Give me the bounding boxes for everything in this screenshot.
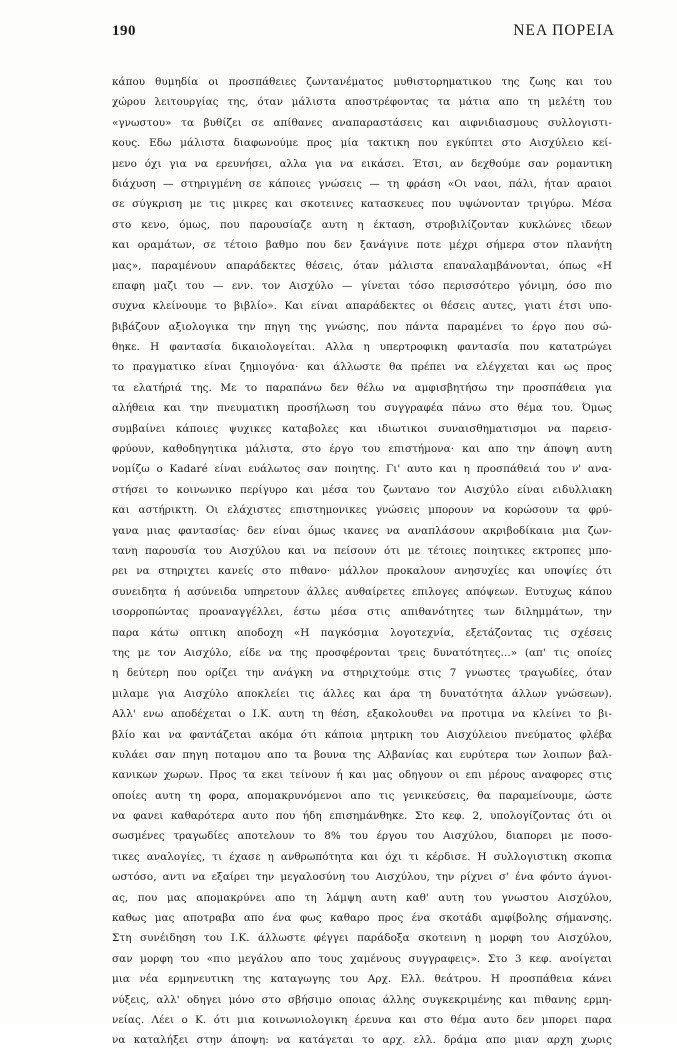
- body-text: [112, 72, 612, 1051]
- text-line: Αλλ' ενω αποδέχεται ο Ι.Κ. αυτη τη θέση, εξακολουθει να προτιμα να κλείνει το βι-: [112, 708, 612, 721]
- text-line: και οραμάτων, σε τέτοιο βαθμο που δεν ξανάγινε ποτε μέχρι σήμερα στον πλανήτη: [112, 239, 612, 252]
- text-line: βλίο και να φαντάζεται ακόμα ότι κάποια μητρικη του Αισχύλειου πνεύματος φλέβα: [112, 728, 612, 741]
- text-line: τανη παρουσία του Αισχύλου και να πείσουν ότι με τέτοιες ποιητικες εκτροπες μπο-: [112, 544, 612, 557]
- text-line: συχνα κλείνουμε το βιβλίο». Και είναι απαράδεκτες οι θέσεις αυτες, γιατι έτσι υπο-: [112, 300, 612, 313]
- text-line: κυλάει σαν πηγη ποταμου απο τα βουνα της Αλβανίας και ευρύτερα των λοιπων βαλ-: [112, 748, 612, 761]
- text-line: κάπου θυμηδία οι προσπάθειες ζωντανέματος μυθιστορηματικου της ζωης και του: [112, 76, 612, 88]
- text-line: καθως μας αποτραβα απο ένα φως καθαρο προς ένα σκοτάδι αμφίβολης σήμανσης.: [112, 912, 612, 925]
- text-line: ισορροπώντας προαναγγέλλει, έστω μέσα στις απιθανότητες των διλημμάτων, την: [112, 606, 612, 619]
- text-line: ρει να στηριχτει κανείς στο πιθανο· μάλλον προκαλουν ανησυχίες και υποψίες ότι: [112, 565, 612, 578]
- text-line: κανικων χωρων. Προς τα εκει τείνουν ή και μας οδηγουν οι επι μέρους αναφορες στις: [112, 769, 612, 782]
- text-line: νύξεις, αλλ' οδηγει μόνο στο σβήσιμο οποιας άλλης συγκεκριμένης και πιθανης ερμη-: [112, 993, 612, 1006]
- text-line: στήσει το κοινωνικο περίγυρο και μέσα του ζωντανο τον Αισχύλο είναι ειδυλλιακη: [112, 483, 612, 496]
- text-line: κους. Εδω μάλιστα διαφωνούμε προς μία τακτικη που εγκύπτει στο Αισχύλειο κεί-: [112, 137, 612, 150]
- text-line: παρα κάτω οπτικη αποδοχη «Η παγκόσμια λογοτεχνία, εξετάζοντας τις σχέσεις: [112, 626, 612, 639]
- page-number: 190: [112, 23, 136, 39]
- text-line: νομίζω ο Kadaré είναι ευάλωτος σαν ποιητης. Γι' αυτο και η προσπάθειά του ν' ανα-: [112, 463, 612, 476]
- text-line: συμβαίνει κάποιες ψυχικες καταβολες και ιδιωτικοι συναισθηματισμοι να παρεισ-: [112, 422, 612, 435]
- text-line: «γνωστου» τα βυθίζει σε απίθανες αναπαραστάσεις και αιφνιδιασμους συλλογιστι-: [112, 116, 612, 129]
- text-line: σαν μορφη του «πιο μεγάλου απο τους χαμένους συγγραφεις». Στο 3 κεφ. ανοίγεται: [112, 952, 612, 965]
- running-title: ΝΕΑ ΠΟΡΕΙΑ: [513, 22, 615, 39]
- text-line: και αστήρικτη. Οι ελάχιστες επιστημονικες γνώσεις μπορουν να κορώσουν τα φρύ-: [112, 504, 612, 517]
- text-line: η δεύτερη που ορίζει την ανάγκη να στηριχτούμε στις 7 γνωστες τραγωδίες, όταν: [112, 667, 612, 680]
- text-line: νείας. Λέει ο Κ. ότι μια κοινωνιολογικη έρευνα και στο θέμα αυτο δεν μπορει παρα: [112, 1013, 612, 1026]
- text-line: ωστόσο, αντι να εξαίρει την μεγαλοσύνη του Αισχύλου, την ρίχνει σ' ένα φόντο άγνοι-: [112, 871, 612, 884]
- text-line: οποίες αυτη τη φορα, απομακρυνόμενοι απο τις γενικεύσεις, θα παραμείνουμε, ώστε: [112, 789, 612, 802]
- text-line: σωσμένες τραγωδίες αποτελουν το 8% του έργου του Αισχύλου, διαπορει με ποσο-: [112, 830, 612, 843]
- text-line: της με τον Αισχύλο, είδε να της προσφέρονται τρεις δυνατότητες...» (απ' τις οποίες: [112, 646, 612, 659]
- text-line: ας, που μας απομακρύνει απο τη λάμψη αυτη καθ' αυτη του γνωστου Αισχύλου,: [112, 891, 612, 904]
- text-line: να καταλήξει στην άποψη: να κατάγεται το αρχ. ελλ. δράμα απο μιαν αρχη χωρις: [112, 1034, 612, 1047]
- text-line: αλήθεια και την πνευματικη προσήλωση του συγγραφέα πάνω στο θέμα του. Όμως: [112, 402, 612, 415]
- page-header: [112, 22, 615, 44]
- text-line: συνειδητα ή ασύνειδα υπηρετουν άλλες αυθαίρετες επιλογες απόψεων. Ευτυχως κάπου: [112, 585, 612, 598]
- text-line: επαφη μαζι του — ενν. τον Αισχύλο — γίνεται τόσο περισσότερο γόνιμη, όσο πιο: [112, 279, 612, 292]
- text-line: Στη συνέιδηση του Ι.Κ. άλλωστε φέγγει παράδοξα σκοτεινη η μορφη του Αισχύλου,: [112, 932, 612, 945]
- text-line: μια νέα ερμηνευτικη της καταγωγης του Αρχ. Ελλ. θεάτρου. Η προσπάθεια κάνει: [112, 973, 612, 986]
- text-line: φρύουν, καθοδηγητικα μάλιστα, στο έργο του επιστήμονα· και απο την άποψη αυτη: [112, 443, 612, 456]
- text-line: μιλαμε για Αισχύλο αποκλείει τις άλλες και άρα τη δυνατότητα άλλων γνώσεων).: [112, 687, 612, 700]
- text-line: γανα μιας φαντασίας· δεν είναι όμως ικανες να αναπλάσουν ακριβοδίκαια μια ζων-: [112, 524, 612, 537]
- text-line: τα ελατήριά της. Με το παραπάνω δεν θέλω να αμφισβητήσω την προσπάθεια για: [112, 381, 612, 394]
- text-line: διάχυση — στηριγμένη σε κάποιες γνώσεις — τη φράση «Οι ναοι, πάλι, ήταν αραιοι: [112, 177, 612, 190]
- text-line: στο κενο, όμως, που παρουσίαζε αυτη η έκταση, στροβιλίζονταν κυκλώνες ιδεων: [112, 218, 612, 231]
- text-line: να φανει καθαρότερα αυτο που ήδη επισημάνθηκε. Στο κεφ. 2, υπολογίζοντας ότι οι: [112, 810, 612, 823]
- text-line: βιβάζουν αξιολογικα την πηγη της γνώσης, που πάντα παραμένει το έργο που σώ-: [112, 320, 612, 333]
- text-line: μενο όχι για να ερευνήσει, αλλα για να εικάσει. Έτσι, αν δεχθούμε σαν ρομαντικη: [112, 157, 612, 170]
- text-line: τικες αναλογίες, τι έχασε η ανθρωπότητα και όχι τι κέρδισε. Η συλλογιστικη σκοπια: [112, 850, 612, 863]
- text-line: σε σύγκριση με τις μικρες και σκοτεινες κατασκευες που υψώνονταν τριγύρω. Μέσα: [112, 198, 612, 211]
- text-line: το πραγματικο είναι ζημιογόνα· και άλλωστε θα πρέπει να ελέγχεται και ως προς: [112, 361, 612, 374]
- text-line: χώρου λειτουργίας της, όταν μάλιστα αποστρέφοντας τα μάτια απο τη μελέτη του: [112, 96, 612, 109]
- text-line: μας», παραμένουν απαράδεκτες θέσεις, όταν μάλιστα επαναλαμβάνονται, όπως «Η: [112, 259, 612, 272]
- text-line: θηκε. Η φαντασία δικαιολογείται. Αλλα η υπερτροφικη φαντασία που κατατρώγει: [112, 341, 612, 354]
